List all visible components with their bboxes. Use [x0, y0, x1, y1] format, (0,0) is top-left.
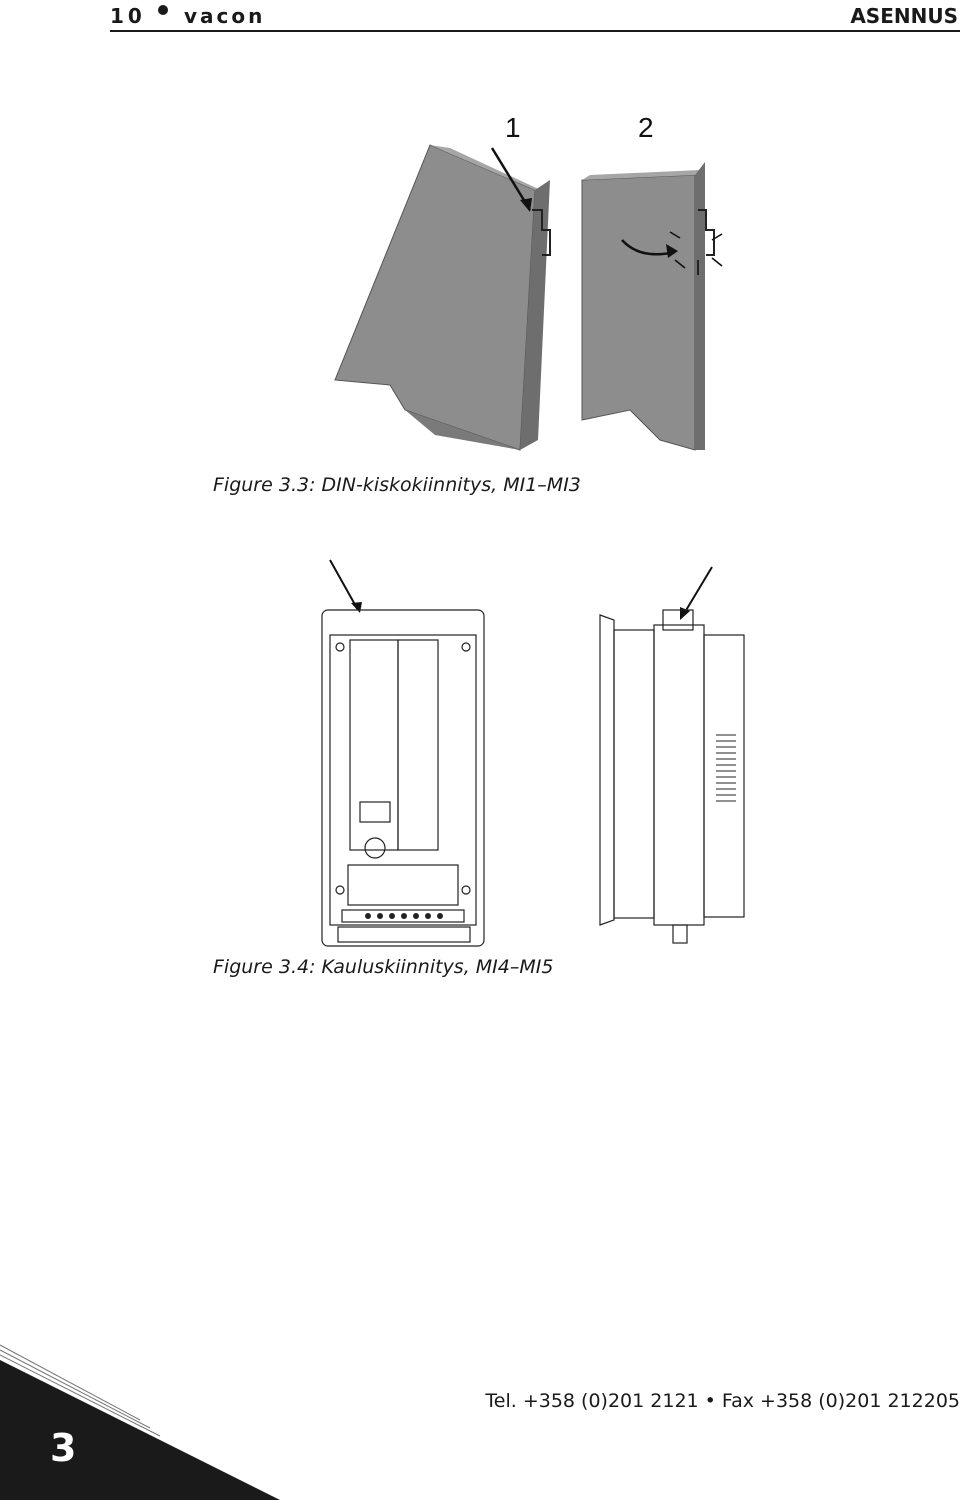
- vent-grille: [716, 735, 736, 801]
- flange-mount-figure: [318, 555, 748, 955]
- step-label-1: 1: [505, 112, 521, 143]
- header-rule: [110, 30, 960, 32]
- figure-3-3-caption: Figure 3.3: DIN-kiskokiinnitys, MI1–MI3: [213, 474, 581, 496]
- din-rail-figure: [320, 140, 740, 470]
- bullet-dot-icon: [158, 5, 168, 15]
- drive-upright: [582, 162, 714, 450]
- step-label-2: 2: [638, 112, 654, 143]
- section-title: ASENNUS: [850, 4, 958, 28]
- arrow-left: [330, 560, 358, 610]
- chapter-number: 3: [50, 1426, 77, 1470]
- arrow-right-head-icon: [680, 607, 690, 620]
- terminal-row: [365, 913, 443, 919]
- chapter-corner-graphic: [0, 1340, 280, 1500]
- brand-logo: vacon: [184, 4, 266, 28]
- front-view: [322, 610, 484, 946]
- figure-3-4-caption: Figure 3.4: Kauluskiinnitys, MI4–MI5: [213, 956, 554, 978]
- page-number: 10: [110, 4, 146, 28]
- page-header: [110, 0, 960, 32]
- arrow-left-head-icon: [351, 602, 362, 613]
- footer-contact: Tel. +358 (0)201 2121 • Fax +358 (0)201 212205: [485, 1390, 960, 1412]
